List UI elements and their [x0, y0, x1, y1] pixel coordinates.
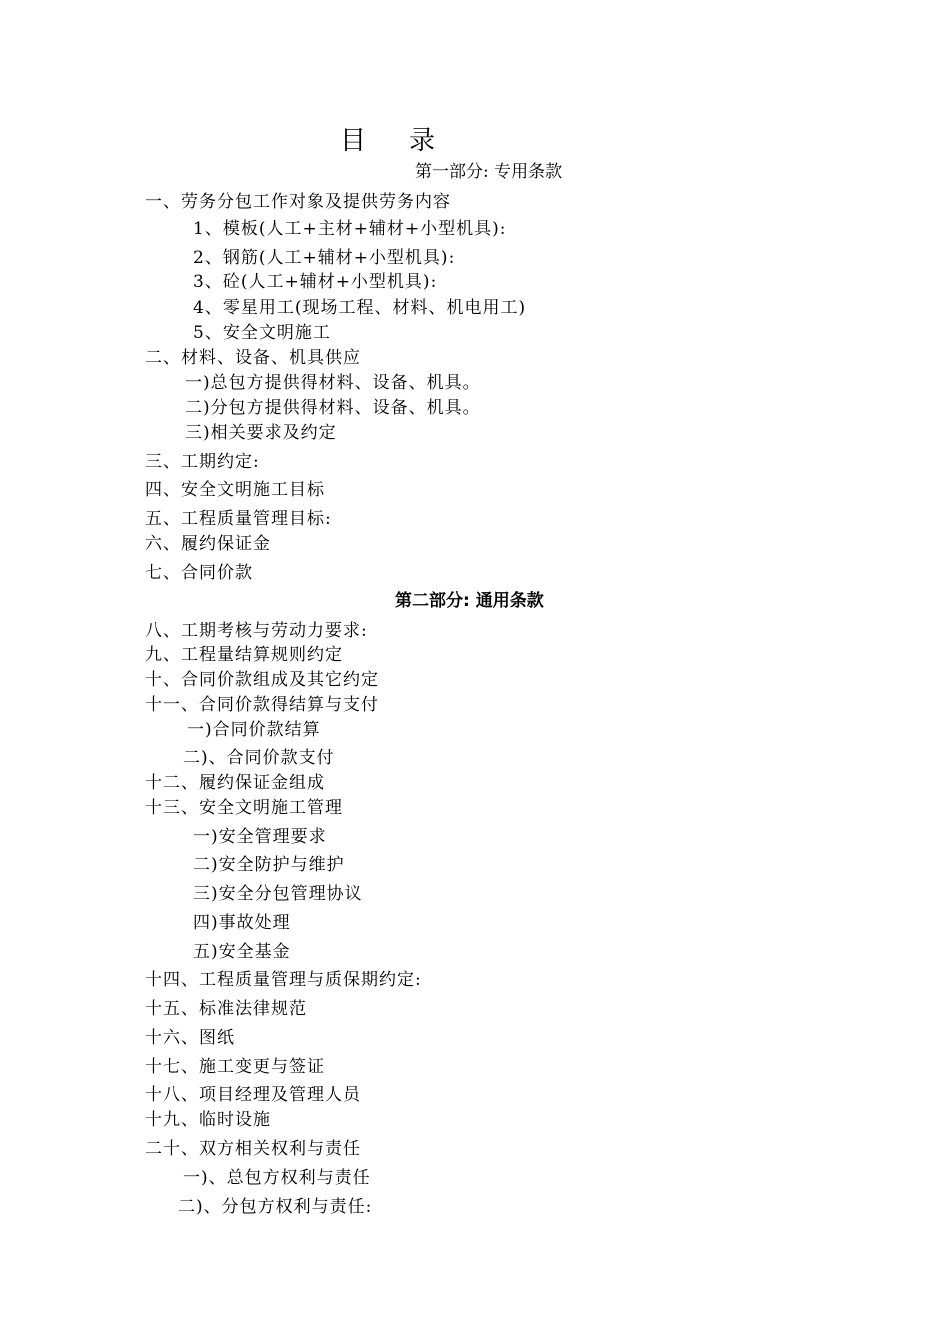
toc-item: 三)安全分包管理协议 [193, 884, 363, 904]
toc-item: 二)安全防护与维护 [193, 855, 345, 875]
toc-item: 十六、图纸 [145, 1028, 235, 1048]
toc-item: 二)、合同价款支付 [183, 748, 335, 768]
toc-item: 二)分包方提供得材料、设备、机具。 [185, 398, 481, 418]
toc-item: 十七、施工变更与签证 [145, 1057, 325, 1077]
toc-item: 六、履约保证金 [145, 534, 271, 554]
toc-item: 十四、工程质量管理与质保期约定: [145, 970, 422, 990]
toc-item: 七、合同价款 [145, 563, 253, 583]
toc-item: 五、工程质量管理目标: [145, 509, 332, 529]
toc-item: 四、安全文明施工目标 [145, 480, 325, 500]
part1-heading: 第一部分: 专用条款 [415, 162, 563, 182]
toc-item: 十五、标准法律规范 [145, 999, 307, 1019]
toc-item: 3、砼(人工+辅材+小型机具): [193, 272, 438, 292]
toc-item: 2、钢筋(人工+辅材+小型机具): [193, 248, 456, 268]
toc-item: 二)、分包方权利与责任: [178, 1197, 373, 1217]
toc-item: 二、材料、设备、机具供应 [145, 348, 361, 368]
toc-item: 五)安全基金 [193, 942, 291, 962]
toc-item: 一)总包方提供得材料、设备、机具。 [185, 373, 481, 393]
toc-item: 一)合同价款结算 [187, 720, 321, 740]
toc-item: 九、工程量结算规则约定 [145, 645, 343, 665]
toc-item: 十二、履约保证金组成 [145, 773, 325, 793]
toc-item: 5、安全文明施工 [193, 323, 331, 343]
toc-item: 十、合同价款组成及其它约定 [145, 670, 379, 690]
toc-item: 一)、总包方权利与责任 [183, 1168, 371, 1188]
toc-item: 三)相关要求及约定 [185, 423, 337, 443]
toc-item: 八、工期考核与劳动力要求: [145, 621, 368, 641]
toc-item: 4、零星用工(现场工程、材料、机电用工) [193, 298, 527, 318]
toc-item: 二十、双方相关权利与责任 [145, 1139, 361, 1159]
toc-item: 十八、项目经理及管理人员 [145, 1085, 361, 1105]
toc-item: 十九、临时设施 [145, 1110, 271, 1130]
page-title: 目 录 [340, 126, 438, 156]
toc-item: 1、模板(人工+主材+辅材+小型机具): [193, 219, 507, 239]
part2-heading: 第二部分: 通用条款 [395, 591, 544, 611]
toc-item: 十一、合同价款得结算与支付 [145, 695, 379, 715]
toc-item: 四)事故处理 [193, 913, 291, 933]
toc-item: 十三、安全文明施工管理 [145, 798, 343, 818]
toc-item: 一、劳务分包工作对象及提供劳务内容 [145, 192, 451, 212]
toc-item: 一)安全管理要求 [193, 827, 327, 847]
toc-item: 三、工期约定: [145, 452, 260, 472]
